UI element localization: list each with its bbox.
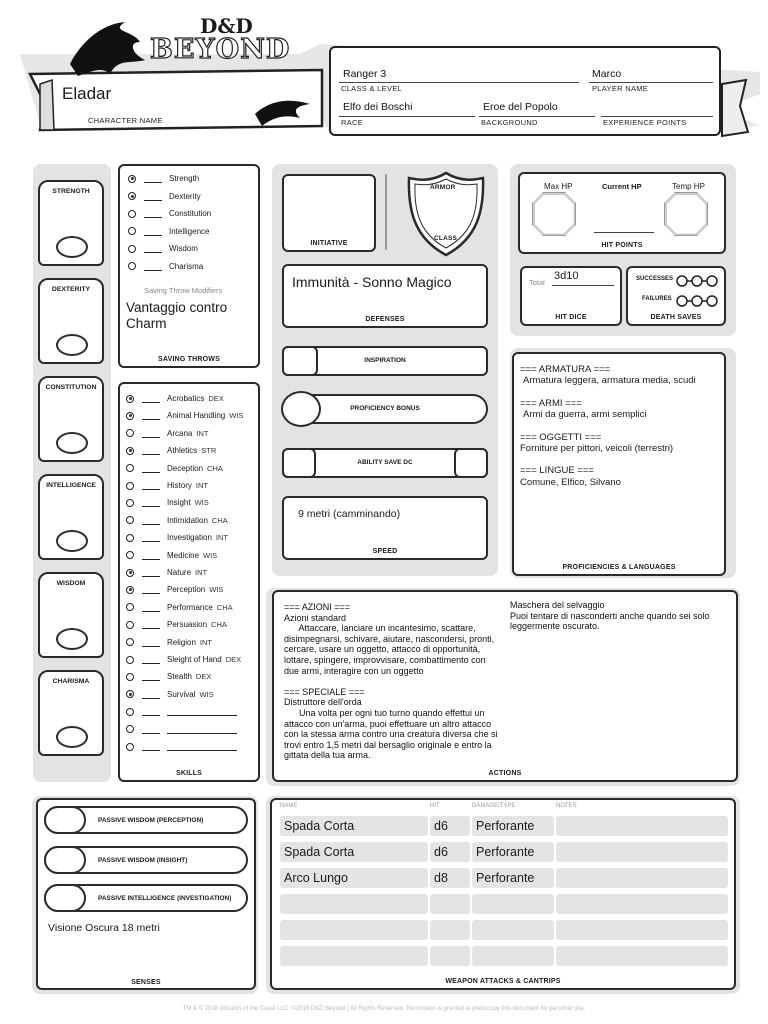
skill-label: Religion — [167, 637, 196, 647]
hit-points-box — [518, 172, 726, 254]
defenses-box — [282, 264, 488, 328]
ability-modifier-oval[interactable] — [56, 530, 88, 552]
proficiencies-text[interactable] — [520, 364, 696, 488]
proficiency-bubble[interactable] — [128, 227, 136, 235]
skill-row[interactable] — [126, 564, 207, 581]
ability-modifier-oval[interactable] — [56, 236, 88, 258]
temp-hp-value[interactable] — [664, 192, 708, 236]
attack-cell[interactable] — [556, 868, 728, 888]
saving-throw-label: Intelligence — [169, 226, 210, 236]
saving-throw-value[interactable] — [144, 174, 162, 183]
skill-value[interactable] — [142, 516, 160, 525]
defenses-text[interactable]: Immunità - Sonno Magico — [292, 274, 452, 290]
attack-cell[interactable]: Perforante — [472, 868, 554, 888]
passive-investigation-label: PASSIVE INTELLIGENCE (INVESTIGATION) — [98, 895, 232, 902]
defenses-title: DEFENSES — [365, 316, 405, 323]
armor-label: ARMOR — [430, 184, 456, 191]
proficiency-bonus-label: PROFICIENCY BONUS — [350, 405, 420, 412]
skill-attribute: INT — [215, 533, 229, 543]
skill-value[interactable] — [142, 690, 160, 699]
attack-cell[interactable] — [280, 920, 428, 940]
class-level-value[interactable]: Ranger 3 — [343, 68, 387, 80]
proficiency-bubble[interactable] — [126, 516, 134, 524]
player-name-caption: PLAYER NAME — [592, 84, 649, 93]
skill-row[interactable] — [126, 390, 224, 407]
ability-box-wisdom[interactable] — [38, 572, 104, 658]
attack-cell[interactable]: d6 — [430, 842, 470, 862]
proficiency-bubble[interactable] — [126, 638, 134, 646]
ability-save-dc-right — [454, 448, 488, 478]
skill-value[interactable] — [142, 429, 160, 438]
saving-throw-value[interactable] — [144, 244, 162, 253]
skill-value[interactable] — [142, 742, 160, 751]
skill-row[interactable] — [126, 477, 208, 494]
skill-value[interactable] — [142, 411, 160, 420]
skill-row[interactable] — [126, 686, 214, 703]
skill-label: Acrobatics — [167, 394, 205, 403]
skill-attribute: WIS — [194, 498, 209, 508]
saving-throw-row[interactable] — [128, 188, 201, 205]
attack-cell[interactable]: Perforante — [472, 842, 554, 862]
skill-attribute: WIS — [199, 689, 214, 699]
saving-throw-row[interactable] — [128, 223, 209, 240]
proficiency-bonus-value — [281, 391, 321, 427]
proficiency-bubble[interactable] — [126, 447, 134, 455]
saving-throw-label: Charisma — [169, 261, 204, 271]
skill-label: Arcana — [167, 428, 193, 438]
skill-row[interactable] — [126, 651, 241, 668]
skill-attribute: INT — [199, 637, 212, 647]
attack-cell[interactable] — [280, 946, 428, 966]
attack-cell[interactable] — [472, 920, 554, 940]
hit-points-title: HIT POINTS — [601, 242, 643, 249]
skill-label: Investigation — [167, 533, 212, 543]
proficiency-bubble[interactable] — [126, 534, 134, 542]
death-saves-box — [626, 266, 726, 326]
attacks-header-damage-type: DAMAGE/TYPE — [472, 803, 516, 809]
failures-label: FAILURES — [642, 296, 672, 302]
saving-throw-modifiers-caption: Saving Throw Modifiers — [144, 286, 223, 295]
proficiency-bubble[interactable] — [126, 499, 134, 507]
inspiration-box[interactable] — [282, 346, 488, 376]
logo-dnd: D&D — [200, 14, 253, 38]
proficiency-line: Armatura leggera, armatura media, scudi — [523, 375, 696, 387]
saving-throw-value[interactable] — [144, 209, 162, 218]
proficiency-bubble[interactable] — [128, 262, 136, 270]
proficiency-bubble[interactable] — [126, 429, 134, 437]
attack-cell[interactable] — [472, 894, 554, 914]
skill-row[interactable] — [126, 738, 237, 755]
death-save-bubbles[interactable] — [676, 274, 720, 310]
proficiency-bubble[interactable] — [126, 603, 134, 611]
skill-row[interactable] — [126, 529, 228, 546]
attack-cell[interactable] — [430, 946, 470, 966]
proficiencies-box — [512, 352, 726, 576]
skill-attribute: CHA — [211, 515, 228, 525]
skill-value[interactable] — [142, 533, 160, 542]
skill-label: Stealth — [167, 672, 192, 682]
proficiency-line: === ARMI === — [520, 397, 582, 409]
hit-dice-box — [520, 266, 622, 326]
ability-modifier-oval[interactable] — [56, 334, 88, 356]
class-level-caption: CLASS & LEVEL — [341, 84, 403, 93]
skill-attribute: DEX — [208, 394, 224, 403]
proficiency-line: Comune, Elfico, Silvano — [520, 476, 621, 488]
skill-row[interactable] — [126, 512, 228, 529]
skill-label: Perception — [167, 585, 206, 595]
skill-attribute: DEX — [225, 655, 242, 664]
senses-title: SENSES — [131, 979, 161, 986]
divider — [339, 82, 579, 83]
skill-value[interactable] — [142, 446, 160, 455]
proficiency-bubble[interactable] — [126, 464, 134, 472]
attack-cell[interactable] — [556, 816, 728, 836]
ability-name: WISDOM — [56, 580, 86, 587]
proficiency-line: === LINGUE === — [520, 465, 594, 477]
skill-label: Deception — [167, 463, 204, 473]
proficiency-line — [520, 421, 696, 432]
skill-row[interactable] — [126, 599, 233, 616]
divider — [385, 174, 387, 250]
passive-perception-value[interactable] — [44, 806, 86, 834]
logo-beyond: BEYOND — [150, 34, 291, 65]
ability-box-dexterity[interactable] — [38, 278, 104, 364]
skill-label: Nature — [167, 568, 192, 577]
attack-cell[interactable] — [556, 842, 728, 862]
attack-cell[interactable] — [556, 946, 728, 966]
attack-cell[interactable] — [280, 894, 428, 914]
skills-title: SKILLS — [175, 770, 203, 777]
initiative-label: INITIATIVE — [310, 240, 348, 247]
ability-name: STRENGTH — [52, 188, 90, 195]
skill-value[interactable] — [142, 707, 160, 716]
passive-investigation-value[interactable] — [44, 884, 86, 912]
skill-row[interactable] — [126, 425, 208, 442]
skill-row[interactable] — [126, 547, 217, 564]
attacks-box — [270, 798, 736, 990]
ability-box-strength[interactable] — [38, 180, 104, 266]
saving-throw-row[interactable] — [128, 240, 198, 257]
successes-label: SUCCESSES — [636, 276, 674, 282]
skill-value[interactable] — [142, 551, 160, 560]
speed-box — [282, 496, 488, 560]
proficiency-bubble[interactable] — [126, 551, 134, 559]
proficiency-bubble[interactable] — [128, 175, 136, 183]
skill-row[interactable] — [126, 668, 211, 685]
custom-skill-blank[interactable] — [167, 707, 237, 716]
saving-throw-value[interactable] — [144, 227, 162, 236]
skill-value[interactable] — [142, 498, 160, 507]
actions-box — [272, 590, 738, 782]
attack-cell[interactable]: Spada Corta — [280, 842, 428, 862]
attack-cell[interactable]: Perforante — [472, 816, 554, 836]
proficiency-bubble[interactable] — [126, 725, 134, 733]
senses-text[interactable]: Visione Oscura 18 metri — [48, 922, 160, 934]
ability-save-dc-box — [282, 448, 488, 478]
character-name[interactable]: Eladar — [62, 84, 112, 103]
current-hp-line[interactable] — [594, 232, 654, 233]
skill-row[interactable] — [126, 721, 237, 738]
skill-value[interactable] — [142, 603, 160, 612]
saving-throw-value[interactable] — [144, 262, 162, 271]
ability-modifier-oval[interactable] — [56, 628, 88, 650]
death-saves-title: DEATH SAVES — [650, 314, 702, 321]
skill-value[interactable] — [142, 655, 160, 664]
ability-name: INTELLIGENCE — [46, 482, 96, 489]
passive-insight-label: PASSIVE WISDOM (INSIGHT) — [98, 857, 188, 864]
speed-text[interactable]: 9 metri (camminando) — [298, 508, 401, 520]
skill-attribute: INT — [195, 481, 208, 490]
passive-perception[interactable] — [44, 806, 248, 834]
skill-attribute: CHA — [207, 463, 223, 473]
inspiration-label: INSPIRATION — [364, 357, 406, 364]
divider — [479, 116, 595, 117]
proficiency-bubble[interactable] — [126, 395, 134, 403]
current-hp-label: Current HP — [602, 182, 642, 191]
attack-cell[interactable]: d6 — [430, 816, 470, 836]
max-hp-value[interactable] — [532, 192, 576, 236]
character-name-caption: CHARACTER NAME — [88, 116, 163, 125]
ability-modifier-oval[interactable] — [56, 432, 88, 454]
proficiency-bubble[interactable] — [126, 673, 134, 681]
proficiency-bubble[interactable] — [126, 708, 134, 716]
saving-throw-label: Dexterity — [169, 191, 201, 201]
proficiency-bubble[interactable] — [126, 690, 134, 698]
ability-modifier-oval[interactable] — [56, 726, 88, 748]
passive-investigation[interactable] — [44, 884, 248, 912]
divider — [552, 285, 614, 286]
proficiency-bubble[interactable] — [126, 586, 134, 594]
skill-row[interactable] — [126, 494, 209, 511]
proficiency-bubble[interactable] — [126, 621, 134, 629]
saving-throw-modifiers-text[interactable]: Vantaggio contro Charm — [126, 300, 228, 331]
custom-skill-blank[interactable] — [167, 742, 237, 751]
experience-caption: EXPERIENCE POINTS — [603, 118, 687, 127]
ability-save-dc-left — [282, 448, 316, 478]
attack-cell[interactable] — [556, 920, 728, 940]
hit-dice-title: HIT DICE — [555, 314, 587, 321]
skill-row[interactable] — [126, 460, 223, 477]
race-value[interactable]: Elfo dei Boschi — [343, 101, 413, 113]
skill-label: Persuasion — [167, 620, 208, 630]
skill-value[interactable] — [142, 464, 160, 473]
skill-value[interactable] — [142, 672, 160, 681]
proficiency-bubble[interactable] — [126, 482, 134, 490]
attacks-header-hit: HIT — [430, 803, 440, 809]
skill-row[interactable] — [126, 703, 237, 720]
proficiency-bubble[interactable] — [128, 192, 136, 200]
proficiencies-title: PROFICIENCIES & LANGUAGES — [562, 564, 676, 571]
proficiency-bubble[interactable] — [126, 569, 134, 577]
skill-label: Performance — [167, 602, 213, 612]
attacks-header-notes: NOTES — [556, 803, 577, 809]
skill-attribute: DEX — [195, 672, 212, 682]
proficiency-bubble[interactable] — [128, 210, 136, 218]
skill-value[interactable] — [142, 585, 160, 594]
skills-box — [118, 382, 260, 782]
hit-dice-total-caption: Total — [529, 278, 545, 287]
skill-value[interactable] — [142, 481, 160, 490]
skill-value[interactable] — [142, 638, 160, 647]
skill-label: Animal Handling — [167, 411, 226, 421]
max-hp-label: Max HP — [544, 182, 573, 191]
ability-box-charisma[interactable] — [38, 670, 104, 756]
skill-attribute: INT — [195, 568, 208, 577]
passive-insight-value[interactable] — [44, 846, 86, 874]
initiative-box[interactable] — [282, 174, 376, 252]
proficiency-line: Forniture per pittori, veicoli (terrestri) — [520, 443, 674, 455]
skill-attribute: CHA — [211, 620, 227, 630]
proficiency-line: === OGGETTI === — [520, 431, 602, 443]
saving-throw-row[interactable] — [128, 170, 199, 187]
hit-dice-value[interactable]: 3d10 — [554, 270, 579, 282]
attack-cell[interactable] — [472, 946, 554, 966]
proficiency-line — [520, 454, 696, 465]
skill-value[interactable] — [142, 394, 160, 403]
skill-label: Athletics — [167, 446, 198, 456]
skill-attribute: INT — [196, 428, 209, 438]
ability-box-constitution[interactable] — [38, 376, 104, 462]
divider — [339, 116, 475, 117]
ability-name: DEXTERITY — [51, 286, 91, 293]
passive-perception-label: PASSIVE WISDOM (PERCEPTION) — [98, 817, 204, 824]
skill-row[interactable] — [126, 634, 212, 651]
background-value[interactable]: Eroe del Popolo — [483, 101, 558, 113]
skill-row[interactable] — [126, 442, 216, 459]
saving-throw-label: Constitution — [169, 209, 212, 218]
divider — [589, 82, 713, 83]
saving-throw-value[interactable] — [144, 192, 162, 201]
saving-throw-row[interactable] — [128, 205, 211, 222]
skill-label: Sleight of Hand — [167, 655, 222, 664]
ability-name: CONSTITUTION — [45, 384, 97, 391]
custom-skill-blank[interactable] — [167, 725, 237, 734]
passive-insight[interactable] — [44, 846, 248, 874]
attack-cell[interactable] — [430, 920, 470, 940]
skill-label: History — [167, 481, 192, 490]
skill-row[interactable] — [126, 407, 243, 424]
skill-attribute: STR — [201, 446, 217, 456]
ability-box-intelligence[interactable] — [38, 474, 104, 560]
saving-throw-label: Wisdom — [169, 244, 198, 253]
skill-attribute: WIS — [229, 411, 244, 421]
saving-throw-row[interactable] — [128, 258, 203, 275]
proficiency-line: Armi da guerra, armi semplici — [523, 409, 647, 421]
saving-throws-box — [118, 164, 260, 368]
class-label: CLASS — [434, 235, 458, 242]
attacks-header-name: NAME — [280, 803, 298, 809]
attack-cell[interactable] — [556, 894, 728, 914]
skill-label: Insight — [167, 498, 191, 508]
attack-cell[interactable]: Spada Corta — [280, 816, 428, 836]
player-name-value[interactable]: Marco — [592, 68, 622, 80]
proficiency-bubble[interactable] — [126, 412, 134, 420]
proficiency-bonus-box — [282, 394, 488, 424]
skill-label: Survival — [167, 689, 196, 699]
skill-attribute: WIS — [203, 550, 218, 560]
skill-label: Medicine — [167, 550, 200, 560]
skill-attribute: WIS — [209, 585, 224, 595]
proficiency-line — [520, 387, 696, 398]
footer-copyright: TM & © 2018 Wizards of the Coast LLC. ©2018 D&D Beyond | All Rights Reserved. Permission is granted to photocopy this document for personal use. — [182, 1006, 586, 1012]
features-text[interactable]: Maschera del selvaggio Puoi tentare di nasconderti anche quando sei solo leggermente oscurato. — [510, 600, 710, 632]
attack-cell[interactable] — [430, 894, 470, 914]
speed-title: SPEED — [372, 548, 398, 555]
skill-row[interactable] — [126, 616, 227, 633]
skill-row[interactable] — [126, 581, 223, 598]
proficiency-line: === ARMATURA === — [520, 364, 611, 375]
attack-cell[interactable]: Arco Lungo — [280, 868, 428, 888]
proficiency-bubble[interactable] — [126, 656, 134, 664]
divider — [601, 116, 713, 117]
ability-save-dc-label: ABILITY SAVE DC — [357, 459, 413, 466]
background-caption: BACKGROUND — [481, 118, 538, 127]
skill-value[interactable] — [142, 620, 160, 629]
skill-attribute: CHA — [216, 602, 233, 612]
skill-value[interactable] — [142, 568, 160, 577]
inspiration-value[interactable] — [282, 346, 318, 376]
attacks-title: WEAPON ATTACKS & CANTRIPS — [445, 978, 561, 985]
ability-name: CHARISMA — [52, 678, 90, 685]
character-info-box — [329, 46, 721, 136]
attack-cell[interactable]: d8 — [430, 868, 470, 888]
proficiency-bubble[interactable] — [128, 245, 136, 253]
actions-title: ACTIONS — [488, 770, 522, 777]
skill-label: Intimidation — [167, 515, 208, 525]
saving-throws-title: SAVING THROWS — [158, 356, 220, 363]
temp-hp-label: Temp HP — [672, 182, 705, 191]
actions-text[interactable]: === AZIONI === Azioni standard Attaccare, lanciare un incantesimo, scattare, disimpegnarsi, schivare, aiutare, nascondersi, pronti, cercare, usare un oggetto, attacco di opportunità, lottare, spingere, improvvisare, combattimento con due armi, interagire con un oggetto === SPECIALE === Distruttore dell'orda Una volta per ogni tuo turno quando effettui un attacco con un'arma, puoi effettuare un altro attacco con la stessa arma contro una creatura diversa che si trovi entro 1,5 metri dal bersaglio originale e entro la gittata della tua arma. — [284, 602, 498, 761]
saving-throw-label: Strength — [169, 174, 200, 183]
proficiency-bubble[interactable] — [126, 743, 134, 751]
skill-value[interactable] — [142, 725, 160, 734]
race-caption: RACE — [341, 118, 364, 127]
